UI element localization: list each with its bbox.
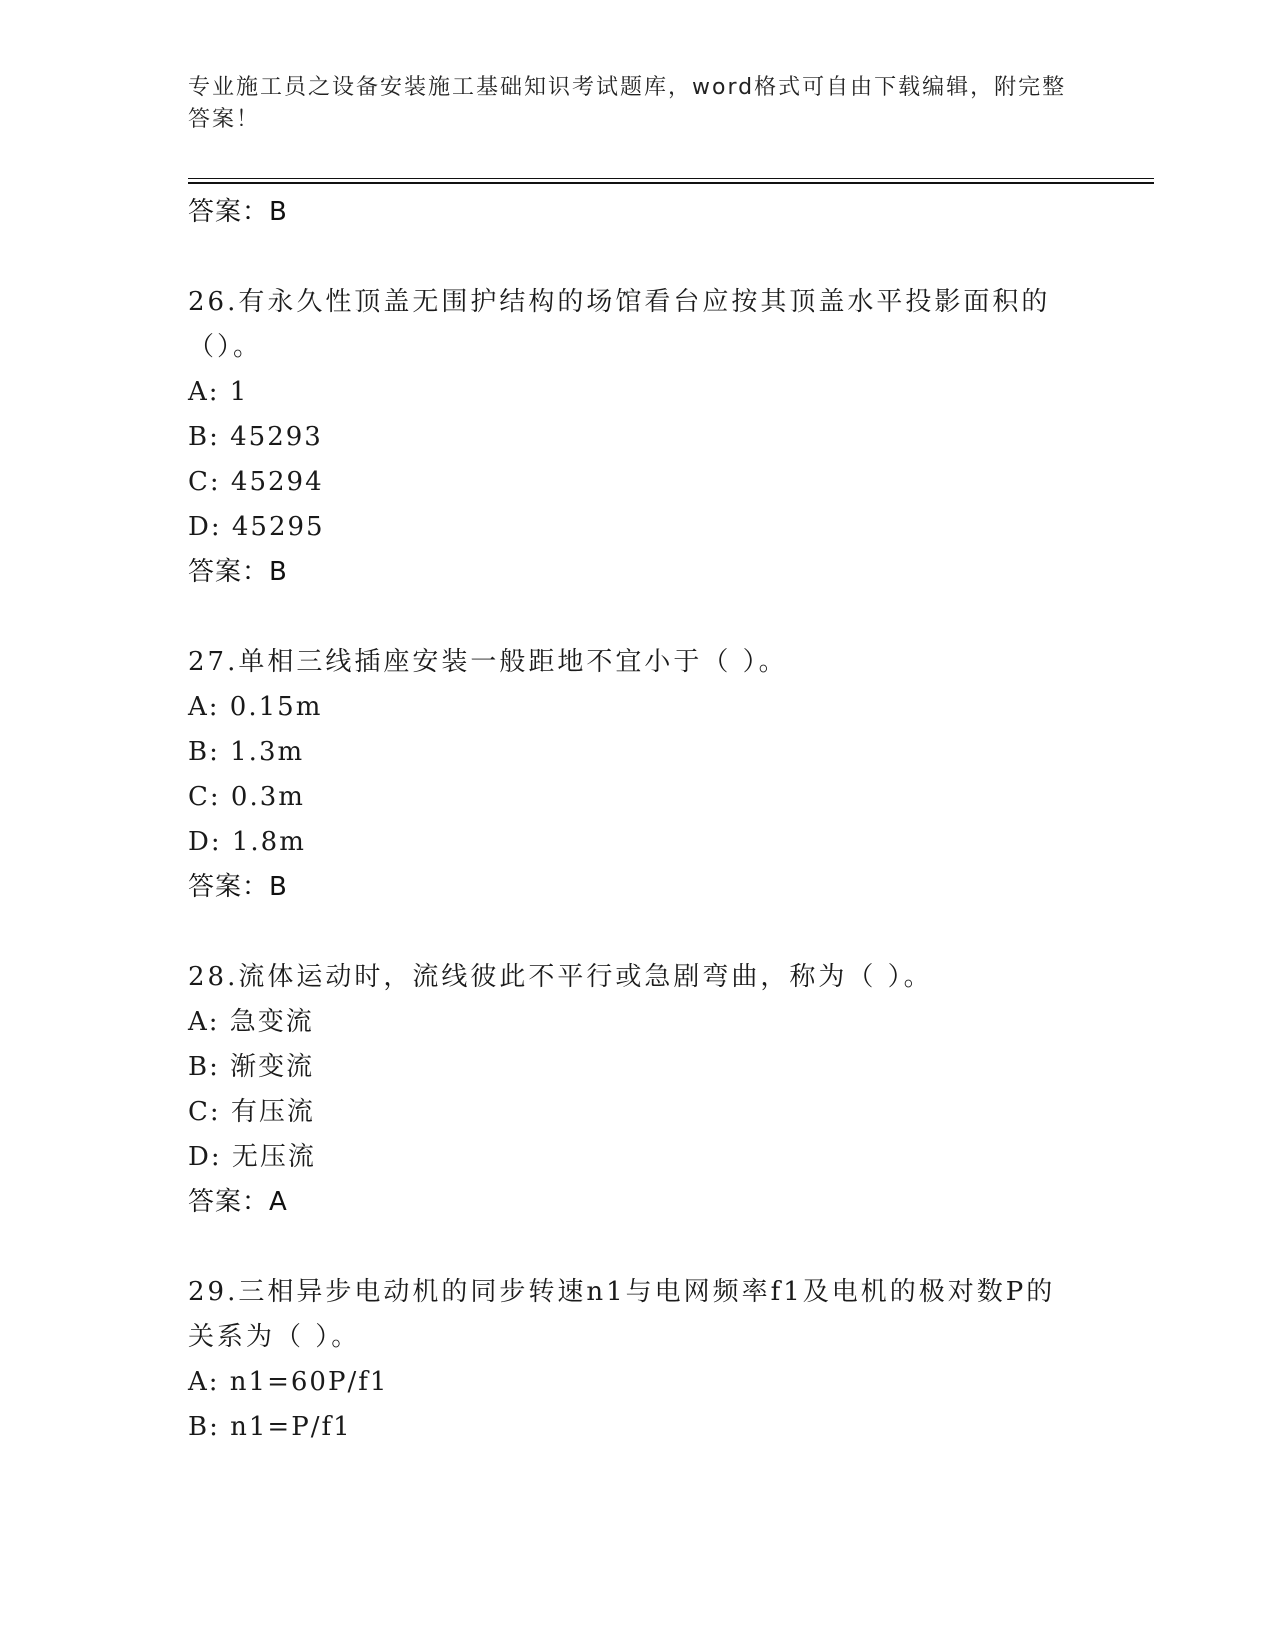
- question-28: [188, 955, 1068, 1224]
- option-d: D: 1.8m: [188, 827, 306, 857]
- header-rule-thick: [188, 182, 1154, 184]
- answer: 答案：A: [188, 1187, 288, 1217]
- option-b: B: 45293: [188, 422, 323, 452]
- option-d: D: 无压流: [188, 1142, 316, 1172]
- answer: 答案：B: [188, 872, 288, 902]
- option-d: D: 45295: [188, 512, 325, 542]
- question-text: 27.单相三线插座安装一般距地不宜小于（ ）。: [188, 647, 788, 677]
- option-c: C: 有压流: [188, 1097, 315, 1127]
- answer: 答案：B: [188, 557, 288, 587]
- question-text: 28.流体运动时，流线彼此不平行或急剧弯曲，称为（ ）。: [188, 962, 933, 992]
- option-a: A: 1: [188, 377, 249, 407]
- document-header: 专业施工员之设备安装施工基础知识考试题库，word格式可自由下载编辑，附完整答案！: [188, 75, 1067, 132]
- option-a: A: 急变流: [188, 1007, 314, 1037]
- question-text: 26.有永久性顶盖无围护结构的场馆看台应按其顶盖水平投影面积的（）。: [188, 287, 1051, 362]
- previous-answer: 答案：B: [188, 197, 288, 227]
- question-26: [188, 280, 1068, 594]
- option-c: C: 45294: [188, 467, 324, 497]
- question-text: 29.三相异步电动机的同步转速n1与电网频率f1及电机的极对数P的关系为（ ）。: [188, 1277, 1056, 1352]
- option-b: B: n1=P/f1: [188, 1412, 352, 1442]
- question-list: [188, 190, 1068, 1450]
- option-b: B: 1.3m: [188, 737, 305, 767]
- option-a: A: n1=60P/f1: [188, 1367, 389, 1397]
- option-a: A: 0.15m: [188, 692, 323, 722]
- header-rule-thin: [188, 178, 1154, 179]
- option-c: C: 0.3m: [188, 782, 305, 812]
- option-b: B: 渐变流: [188, 1052, 315, 1082]
- question-29: [188, 1270, 1068, 1450]
- question-27: [188, 640, 1068, 909]
